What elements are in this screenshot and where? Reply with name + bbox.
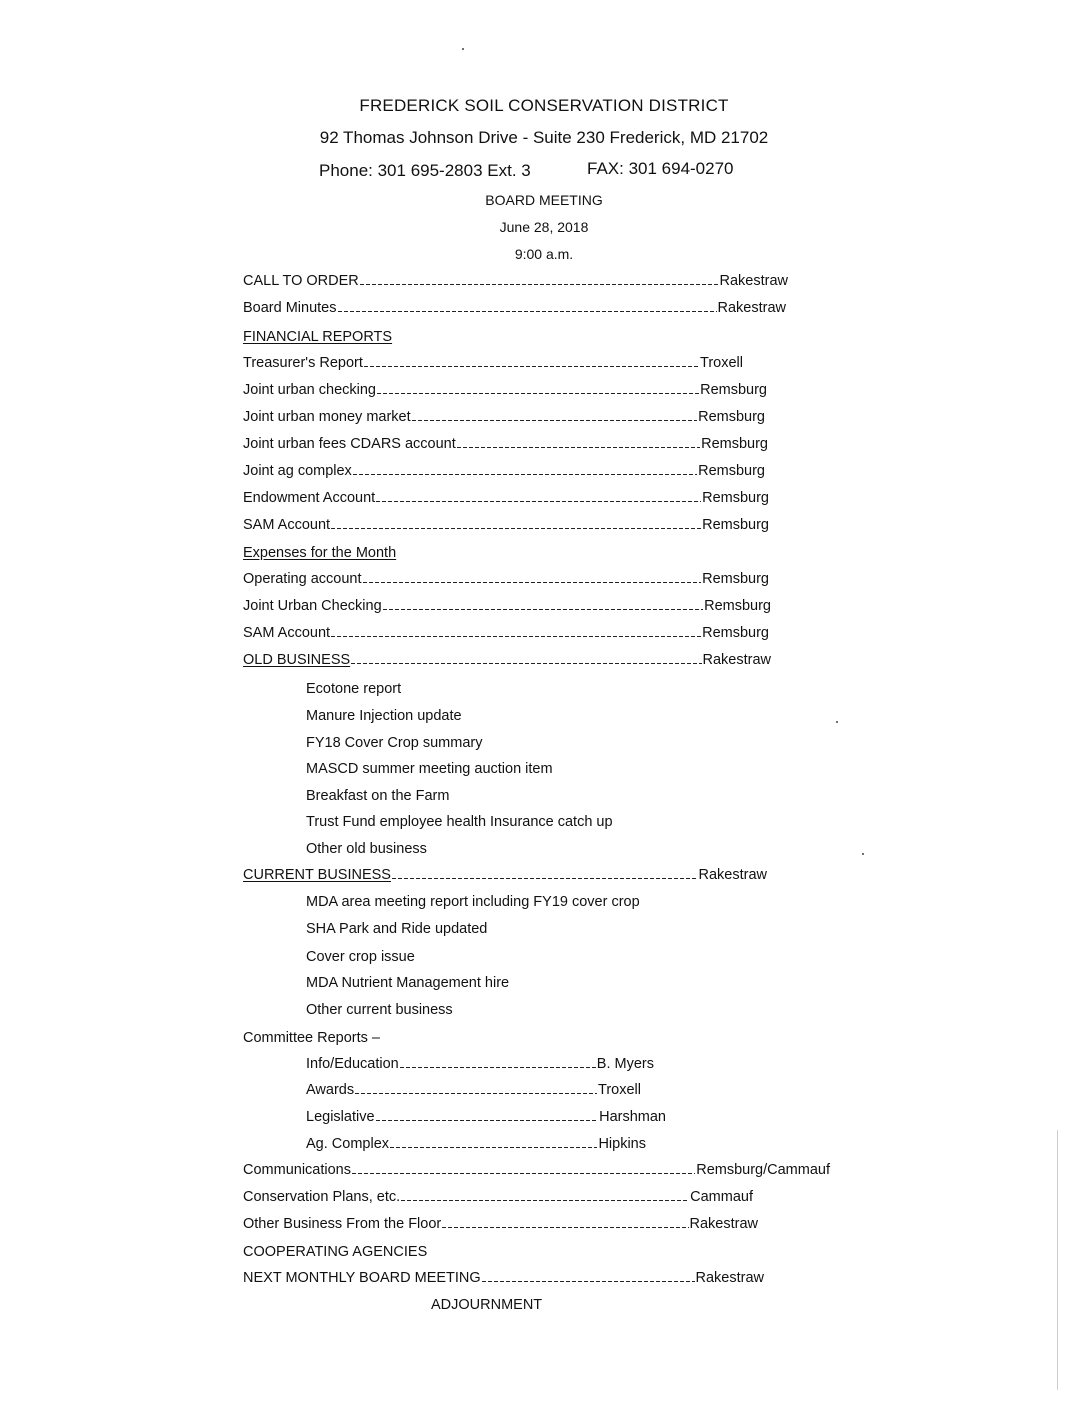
agenda-joint-urban-money-market	[243, 408, 765, 426]
agenda-label: OLD BUSINESS	[243, 652, 351, 668]
leader-dots	[390, 1147, 597, 1148]
agenda-presenter: Rakestraw	[689, 1216, 758, 1232]
agenda-ag-complex	[306, 1135, 646, 1153]
old-business-item: Breakfast on the Farm	[306, 788, 450, 804]
current-business-item: SHA Park and Ride updated	[306, 921, 488, 937]
fax-number: FAX: 301 694-0270	[587, 159, 734, 178]
scan-edge-line	[1057, 1130, 1058, 1390]
section-committee-reports: Committee Reports –	[243, 1030, 380, 1046]
agenda-presenter: Rakestraw	[695, 1270, 764, 1286]
scan-speck	[862, 853, 864, 855]
agenda-next-meeting	[243, 1269, 764, 1287]
agenda-current-business	[243, 866, 767, 884]
meeting-time: 9:00 a.m.	[514, 246, 574, 262]
leader-dots	[376, 1120, 599, 1121]
agenda-presenter: Rakestraw	[702, 652, 771, 668]
agenda-label: Awards	[306, 1082, 355, 1098]
agenda-label: Ag. Complex	[306, 1136, 390, 1152]
agenda-label: Joint urban money market	[243, 409, 411, 425]
agenda-presenter: Harshman	[599, 1109, 666, 1125]
leader-dots	[364, 366, 699, 367]
agenda-label: CALL TO ORDER	[243, 273, 359, 289]
agenda-label: Joint ag complex	[243, 463, 352, 479]
agenda-other-business-floor	[243, 1215, 758, 1233]
agenda-presenter: Troxell	[700, 355, 743, 371]
agenda-awards	[306, 1081, 641, 1099]
agenda-presenter: Remsburg	[700, 382, 767, 398]
leader-dots	[400, 1067, 596, 1068]
agenda-operating-account	[243, 570, 769, 588]
leader-dots	[363, 582, 702, 583]
current-business-item: MDA Nutrient Management hire	[306, 975, 510, 991]
old-business-item: Manure Injection update	[306, 708, 462, 724]
agenda-presenter: Rakestraw	[698, 867, 767, 883]
agenda-presenter: Rakestraw	[719, 273, 788, 289]
agenda-presenter: Remsburg	[702, 571, 769, 587]
agenda-conservation-plans	[243, 1188, 753, 1206]
agenda-label: Joint urban checking	[243, 382, 376, 398]
agenda-presenter: Remsburg	[704, 598, 771, 614]
agenda-label: Operating account	[243, 571, 362, 587]
leader-dots	[352, 1173, 695, 1174]
leader-dots	[412, 420, 697, 421]
agenda-label: Info/Education	[306, 1056, 399, 1072]
agenda-label: SAM Account	[243, 625, 331, 641]
agenda-legislative	[306, 1108, 666, 1126]
agenda-treasurers-report	[243, 354, 743, 372]
agenda-label: CURRENT BUSINESS	[243, 867, 391, 883]
current-business-item: MDA area meeting report including FY19 cover crop	[306, 894, 640, 910]
agenda-presenter: Hipkins	[598, 1136, 646, 1152]
agenda-presenter: Troxell	[598, 1082, 641, 1098]
leader-dots	[376, 501, 701, 502]
leader-dots	[457, 447, 700, 448]
agenda-presenter: Remsburg	[698, 409, 765, 425]
leader-dots	[392, 878, 698, 879]
leader-dots	[442, 1227, 688, 1228]
leader-dots	[383, 609, 703, 610]
agenda-label: NEXT MONTHLY BOARD MEETING	[243, 1270, 481, 1286]
agenda-presenter: Cammauf	[690, 1189, 753, 1205]
leader-dots	[353, 474, 697, 475]
agenda-old-business	[243, 651, 771, 669]
meeting-date: June 28, 2018	[499, 219, 589, 235]
section-financial-reports: FINANCIAL REPORTS	[243, 329, 393, 345]
old-business-item: MASCD summer meeting auction item	[306, 761, 553, 777]
agenda-info-education	[306, 1055, 654, 1073]
meeting-title: BOARD MEETING	[485, 192, 603, 208]
scan-speck	[836, 721, 838, 723]
agenda-label: Joint urban fees CDARS account	[243, 436, 456, 452]
old-business-item: Ecotone report	[306, 681, 402, 697]
agenda-sam-account	[243, 516, 769, 534]
agenda-presenter: Remsburg	[702, 625, 769, 641]
leader-dots	[351, 663, 701, 664]
leader-dots	[338, 311, 717, 312]
leader-dots	[482, 1281, 695, 1282]
agenda-communications	[243, 1161, 830, 1179]
old-business-item: Other old business	[306, 841, 427, 857]
agenda-joint-urban-checking-2	[243, 597, 771, 615]
phone-number: Phone: 301 695-2803 Ext. 3	[319, 161, 531, 180]
organization-name: FREDERICK SOIL CONSERVATION DISTRICT	[359, 96, 729, 115]
agenda-presenter: Remsburg	[701, 436, 768, 452]
agenda-joint-ag-complex	[243, 462, 765, 480]
leader-dots	[401, 1200, 689, 1201]
agenda-endowment-account	[243, 489, 769, 507]
agenda-label: Conservation Plans, etc.	[243, 1189, 401, 1205]
organization-address: 92 Thomas Johnson Drive - Suite 230 Frederick, MD 21702	[319, 128, 769, 147]
agenda-joint-urban-fees	[243, 435, 768, 453]
leader-dots	[360, 284, 719, 285]
agenda-joint-urban-checking	[243, 381, 767, 399]
leader-dots	[355, 1093, 597, 1094]
leader-dots	[331, 636, 701, 637]
agenda-sam-account-2	[243, 624, 769, 642]
adjournment: ADJOURNMENT	[431, 1297, 543, 1313]
current-business-item: Cover crop issue	[306, 949, 415, 965]
scan-speck	[462, 48, 464, 50]
old-business-item: Trust Fund employee health Insurance catch up	[306, 814, 613, 830]
agenda-label: Legislative	[306, 1109, 375, 1125]
agenda-label: Treasurer's Report	[243, 355, 363, 371]
agenda-label: Board Minutes	[243, 300, 337, 316]
agenda-call-to-order	[243, 272, 788, 290]
leader-dots	[331, 528, 701, 529]
agenda-presenter: Remsburg	[702, 517, 769, 533]
agenda-presenter: Remsburg	[702, 490, 769, 506]
agenda-label: Other Business From the Floor	[243, 1216, 442, 1232]
leader-dots	[377, 393, 699, 394]
section-expenses-for-month: Expenses for the Month	[243, 545, 397, 561]
agenda-label: SAM Account	[243, 517, 331, 533]
agenda-label: Joint Urban Checking	[243, 598, 382, 614]
agenda-presenter: B. Myers	[596, 1056, 654, 1072]
old-business-item: FY18 Cover Crop summary	[306, 735, 483, 751]
agenda-presenter: Remsburg/Cammauf	[696, 1162, 830, 1178]
current-business-item: Other current business	[306, 1002, 453, 1018]
agenda-label: Communications	[243, 1162, 351, 1178]
agenda-presenter: Remsburg	[698, 463, 765, 479]
agenda-board-minutes	[243, 299, 786, 317]
section-cooperating-agencies: COOPERATING AGENCIES	[243, 1244, 428, 1260]
agenda-label: Endowment Account	[243, 490, 376, 506]
agenda-presenter: Rakestraw	[717, 300, 786, 316]
